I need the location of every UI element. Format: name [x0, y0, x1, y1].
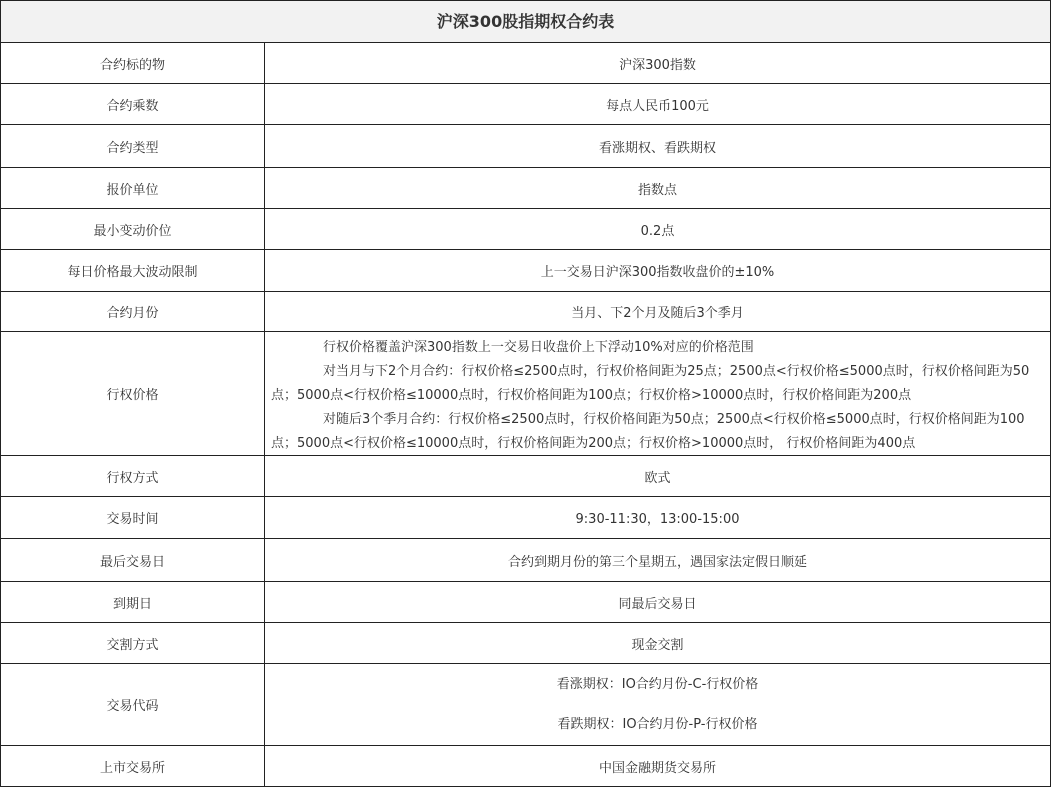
- row-label: 合约月份: [1, 292, 265, 331]
- table-row: [1, 84, 1050, 125]
- row-value: 0.2点: [640, 223, 675, 239]
- row-value: 现金交割: [631, 637, 684, 653]
- row-value: 上一交易日沪深300指数收盘价的±10%: [540, 265, 775, 280]
- table-row: [1, 746, 1050, 787]
- table-row: [1, 539, 1050, 582]
- table-row: [1, 582, 1050, 623]
- row-label: 交割方式: [1, 623, 265, 663]
- table-title: 沪深300股指期权合约表: [1, 0, 1050, 43]
- row-value: 指数点: [637, 182, 677, 198]
- row-label: 上市交易所: [1, 746, 265, 786]
- row-label: 合约乘数: [1, 84, 265, 124]
- trading-code-line: 看涨期权：IO合约月份-C-行权价格: [556, 676, 759, 692]
- table-row: [1, 497, 1050, 539]
- row-value: 当月、下2个月及随后3个季月: [571, 306, 744, 321]
- row-label: 交易时间: [1, 497, 265, 538]
- row-value: 每点人民币100元: [606, 98, 709, 114]
- strike-price-line: 行权价格覆盖沪深300指数上一交易日收盘价上下浮动10%对应的价格范围: [323, 340, 754, 355]
- table-row: [1, 664, 1050, 746]
- row-label: 每日价格最大波动限制: [1, 250, 265, 291]
- table-row: [1, 43, 1050, 84]
- row-value: 欧式: [644, 470, 671, 486]
- row-label: 行权方式: [1, 456, 265, 496]
- row-value: [265, 664, 1050, 745]
- table-row: [1, 250, 1050, 292]
- row-value: 中国金融期货交易所: [598, 760, 716, 776]
- row-value: 9:30-11:30，13:00-15:00: [575, 512, 740, 527]
- row-value: 同最后交易日: [618, 596, 697, 612]
- trading-code-line: 看跌期权：IO合约月份-P-行权价格: [557, 716, 758, 732]
- table-row: [1, 623, 1050, 664]
- row-label: 最后交易日: [1, 539, 265, 581]
- table-row: [1, 209, 1050, 250]
- row-label: 合约标的物: [1, 43, 265, 83]
- table-row: [1, 332, 1050, 456]
- row-label: 最小变动价位: [1, 209, 265, 249]
- row-value: 沪深300指数: [619, 57, 696, 73]
- table-row: [1, 456, 1050, 497]
- row-value: 看涨期权、看跌期权: [598, 140, 716, 156]
- strike-price-line: 对随后3个季月合约：行权价格≤2500点时，行权价格间距为50点；2500点<行权价格≤5000点时，行权价格间距为100点；5000点<行权价格≤10000点时，行权价格间距为200点；行权价格>10000点时， 行权价格间距为400点: [271, 412, 1025, 451]
- strike-price-line: 对当月与下2个月合约：行权价格≤2500点时，行权价格间距为25点；2500点<行权价格≤5000点时，行权价格间距为50点；5000点<行权价格≤10000点时，行权价格间距为100点；行权价格>10000点时，行权价格间距为200点: [271, 364, 1030, 403]
- row-label: 报价单位: [1, 168, 265, 208]
- row-value: [265, 332, 1050, 455]
- row-label: 交易代码: [1, 664, 265, 745]
- row-label: 合约类型: [1, 125, 265, 167]
- table-row: [1, 292, 1050, 332]
- row-label: 行权价格: [1, 332, 265, 455]
- row-label: 到期日: [1, 582, 265, 622]
- table-row: [1, 125, 1050, 168]
- row-value: 合约到期月份的第三个星期五，遇国家法定假日顺延: [507, 554, 807, 570]
- table-row: [1, 168, 1050, 209]
